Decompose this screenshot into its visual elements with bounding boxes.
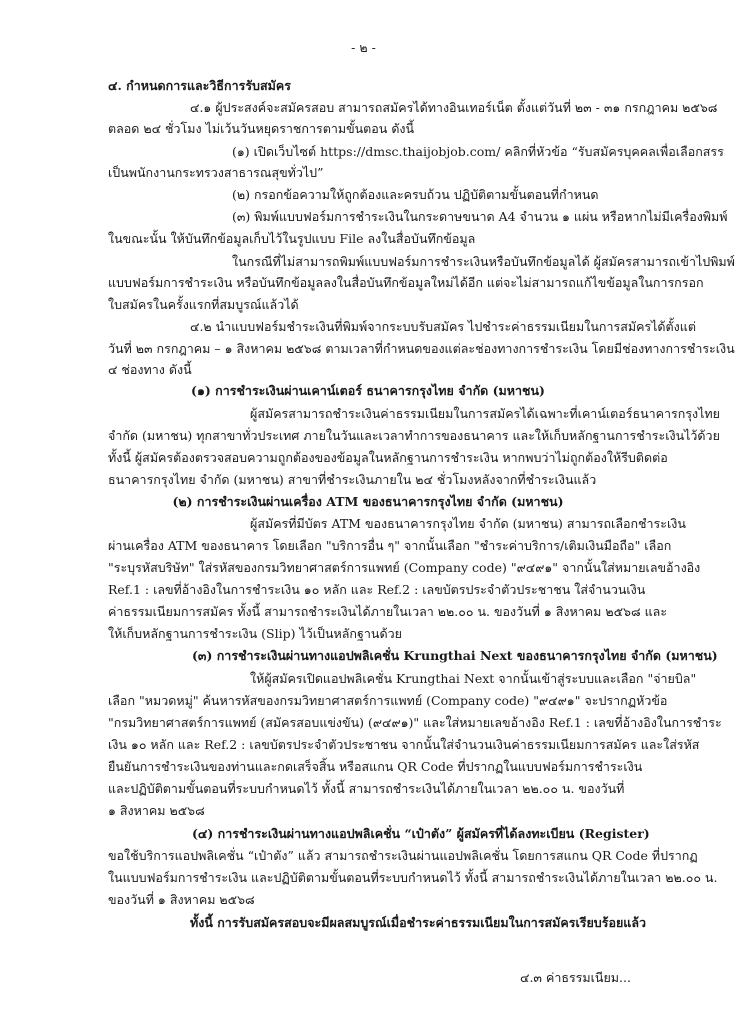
paragraph-line: (๓) พิมพ์แบบฟอร์มการชำระเงินในกระดาษขนาด A4 จำนวน ๑ แผ่น หรือหากไม่มีเครื่องพิมพ์ [232, 209, 728, 224]
paragraph-line: ๑ สิงหาคม ๒๕๖๘ [108, 803, 205, 818]
paragraph-line: ผ่านเครื่อง ATM ของธนาคาร โดยเลือก "บริการอื่น ๆ" จากนั้นเลือก "ชำระค่าบริการ/เติมเงินมือถือ" เลือก [108, 538, 672, 553]
paragraph-line: ค่าธรรมเนียมการสมัคร ทั้งนี้ สามารถชำระเงินได้ภายในเวลา ๒๒.๐๐ น. ของวันที่ ๑ สิงหาคม ๒๕๖๘ และ [108, 604, 668, 619]
paragraph-line: ในกรณีที่ไม่สามารถพิมพ์แบบฟอร์มการชำระเงินหรือบันทึกข้อมูลได้ ผู้สมัครสามารถเข้าไปพิมพ์ [232, 254, 735, 269]
paragraph-line: ๔.๒ นำแบบฟอร์มชำระเงินที่พิมพ์จากระบบรับสมัคร ไปชำระค่าธรรมเนียมในการสมัครได้ตั้งแต่ [190, 319, 696, 334]
paragraph-line: ใบสมัครในครั้งแรกที่สมบูรณ์แล้วได้ [108, 297, 299, 312]
payment-method-1-heading: (๑) การชำระเงินผ่านเคาน์เตอร์ ธนาคารกรุงไทย จำกัด (มหาชน) [191, 383, 545, 398]
paragraph-line: เลือก "หมวดหมู่" ค้นหารหัสของกรมวิทยาศาสตร์การแพทย์ (Company code) "๙๔๙๑" จะปรากฏหัวข้อ [108, 693, 668, 708]
paragraph-line: เป็นพนักงานกระทรวงสาธารณสุขทั่วไป” [108, 165, 324, 180]
paragraph-line: ๔.๑ ผู้ประสงค์จะสมัครสอบ สามารถสมัครได้ทางอินเทอร์เน็ต ตั้งแต่วันที่ ๒๓ - ๓๑ กรกฎาคม ๒๕๖๘ [190, 100, 718, 115]
paragraph-line: จำกัด (มหาชน) ทุกสาขาทั่วประเทศ ภายในวันและเวลาทำการของธนาคาร และให้เก็บหลักฐานการชำระเงินไว้ด้วย [108, 428, 720, 443]
paragraph-line: "ระบุรหัสบริษัท" ใส่รหัสของกรมวิทยาศาสตร์การแพทย์ (Company code) "๙๔๙๑" จากนั้นใส่หมายเลขอ้างอิง [108, 560, 701, 575]
page-number: - ๒ - [351, 40, 376, 55]
paragraph-line: ในแบบฟอร์มการชำระเงิน และปฏิบัติตามขั้นตอนที่ระบบกำหนดไว้ ทั้งนี้ สามารถชำระเงินได้ภายในเวลา ๒๒.๐๐ น. [108, 870, 718, 885]
paragraph-line: (๑) เปิดเว็บไซต์ https://dmsc.thaijobjob.com/ คลิกที่หัวข้อ “รับสมัครบุคคลเพื่อเลือกสรร [232, 144, 724, 159]
payment-method-4-heading: (๔) การชำระเงินผ่านทางแอปพลิเคชั่น “เป๋าตัง” ผู้สมัครที่ได้ลงทะเบียน (Register) [192, 826, 650, 841]
paragraph-line: ผู้สมัครที่มีบัตร ATM ของธนาคารกรุงไทย จำกัด (มหาชน) สามารถเลือกชำระเงิน [250, 516, 686, 531]
paragraph-line: ให้เก็บหลักฐานการชำระเงิน (Slip) ไว้เป็นหลักฐานด้วย [108, 626, 402, 641]
payment-method-3-heading: (๓) การชำระเงินผ่านทางแอปพลิเคชั่น Krungthai Next ของธนาคารกรุงไทย จำกัด (มหาชน) [192, 648, 718, 663]
payment-method-2-heading: (๒) การชำระเงินผ่านเครื่อง ATM ของธนาคารกรุงไทย จำกัด (มหาชน) [172, 494, 564, 509]
paragraph-line: ผู้สมัครสามารถชำระเงินค่าธรรมเนียมในการสมัครได้เฉพาะที่เคาน์เตอร์ธนาคารกรุงไทย [250, 406, 721, 421]
paragraph-line: ตลอด ๒๔ ชั่วโมง ไม่เว้นวันหยุดราชการตามขั้นตอน ดังนี้ [108, 121, 415, 136]
continuation-marker: ๔.๓ ค่าธรรมเนียม... [520, 970, 631, 985]
paragraph-line: ขอใช้บริการแอปพลิเคชั่น “เป๋าตัง” แล้ว สามารถชำระเงินผ่านแอปพลิเคชั่น โดยการสแกน QR Code ที่ปรากฏ [108, 848, 698, 863]
paragraph-line: ธนาคารกรุงไทย จำกัด (มหาชน) สาขาที่ชำระเงินภายใน ๒๔ ชั่วโมงหลังจากที่ชำระเงินแล้ว [108, 472, 597, 487]
completion-note: ทั้งนี้ การรับสมัครสอบจะมีผลสมบูรณ์เมื่อชำระค่าธรรมเนียมในการสมัครเรียบร้อยแล้ว [190, 915, 647, 930]
paragraph-line: วันที่ ๒๓ กรกฎาคม – ๑ สิงหาคม ๒๕๖๘ ตามเวลาที่กำหนดของแต่ละช่องทางการชำระเงิน โดยมีช่องทางการชำระเงิน [108, 341, 735, 356]
paragraph-line: เงิน ๑๐ หลัก และ Ref.2 : เลขบัตรประจำตัวประชาชน จากนั้นใส่จำนวนเงินค่าธรรมเนียมการสมัคร และใส่รหัส [108, 737, 700, 752]
paragraph-line: ๔ ช่องทาง ดังนี้ [108, 362, 192, 377]
paragraph-line: ยืนยันการชำระเงินของท่านและกดเสร็จสิ้น หรือสแกน QR Code ที่ปรากฏในแบบฟอร์มการชำระเงิน [108, 759, 643, 774]
paragraph-line: ทั้งนี้ ผู้สมัครต้องตรวจสอบความถูกต้องของข้อมูลในหลักฐานการชำระเงิน หากพบว่าไม่ถูกต้องให้รีบติดต่อ [108, 450, 668, 465]
paragraph-line: และปฏิบัติตามขั้นตอนที่ระบบกำหนดไว้ ทั้งนี้ สามารถชำระเงินได้ภายในเวลา ๒๒.๐๐ น. ของวันที่ [108, 781, 625, 796]
paragraph-line: Ref.1 : เลขที่อ้างอิงในการชำระเงิน ๑๐ หลัก และ Ref.2 : เลขบัตรประจำตัวประชาชน ใส่จำนวนเงิน [108, 582, 646, 597]
paragraph-line: ในขณะนั้น ให้บันทึกข้อมูลเก็บไว้ในรูปแบบ File ลงในสื่อบันทึกข้อมูล [108, 231, 476, 246]
paragraph-line: แบบฟอร์มการชำระเงิน หรือบันทึกข้อมูลลงในสื่อบันทึกข้อมูลใหม่ได้อีก แต่จะไม่สามารถแก้ไขข้อมูลในการกรอก [108, 275, 704, 290]
paragraph-line: "กรมวิทยาศาสตร์การแพทย์ (สมัครสอบแข่งขัน) (๙๔๙๑)" และใส่หมายเลขอ้างอิง Ref.1 : เลขที่อ้างอิงในการชำระ [108, 715, 722, 730]
section-4-heading: ๔. กำหนดการและวิธีการรับสมัคร [108, 78, 291, 93]
paragraph-line: ให้ผู้สมัครเปิดแอปพลิเคชั่น Krungthai Next จากนั้นเข้าสู่ระบบและเลือก "จ่ายบิล" [250, 671, 697, 686]
paragraph-line: (๒) กรอกข้อความให้ถูกต้องและครบถ้วน ปฏิบัติตามขั้นตอนที่กำหนด [232, 187, 599, 202]
paragraph-line: ของวันที่ ๑ สิงหาคม ๒๕๖๘ [108, 892, 255, 907]
